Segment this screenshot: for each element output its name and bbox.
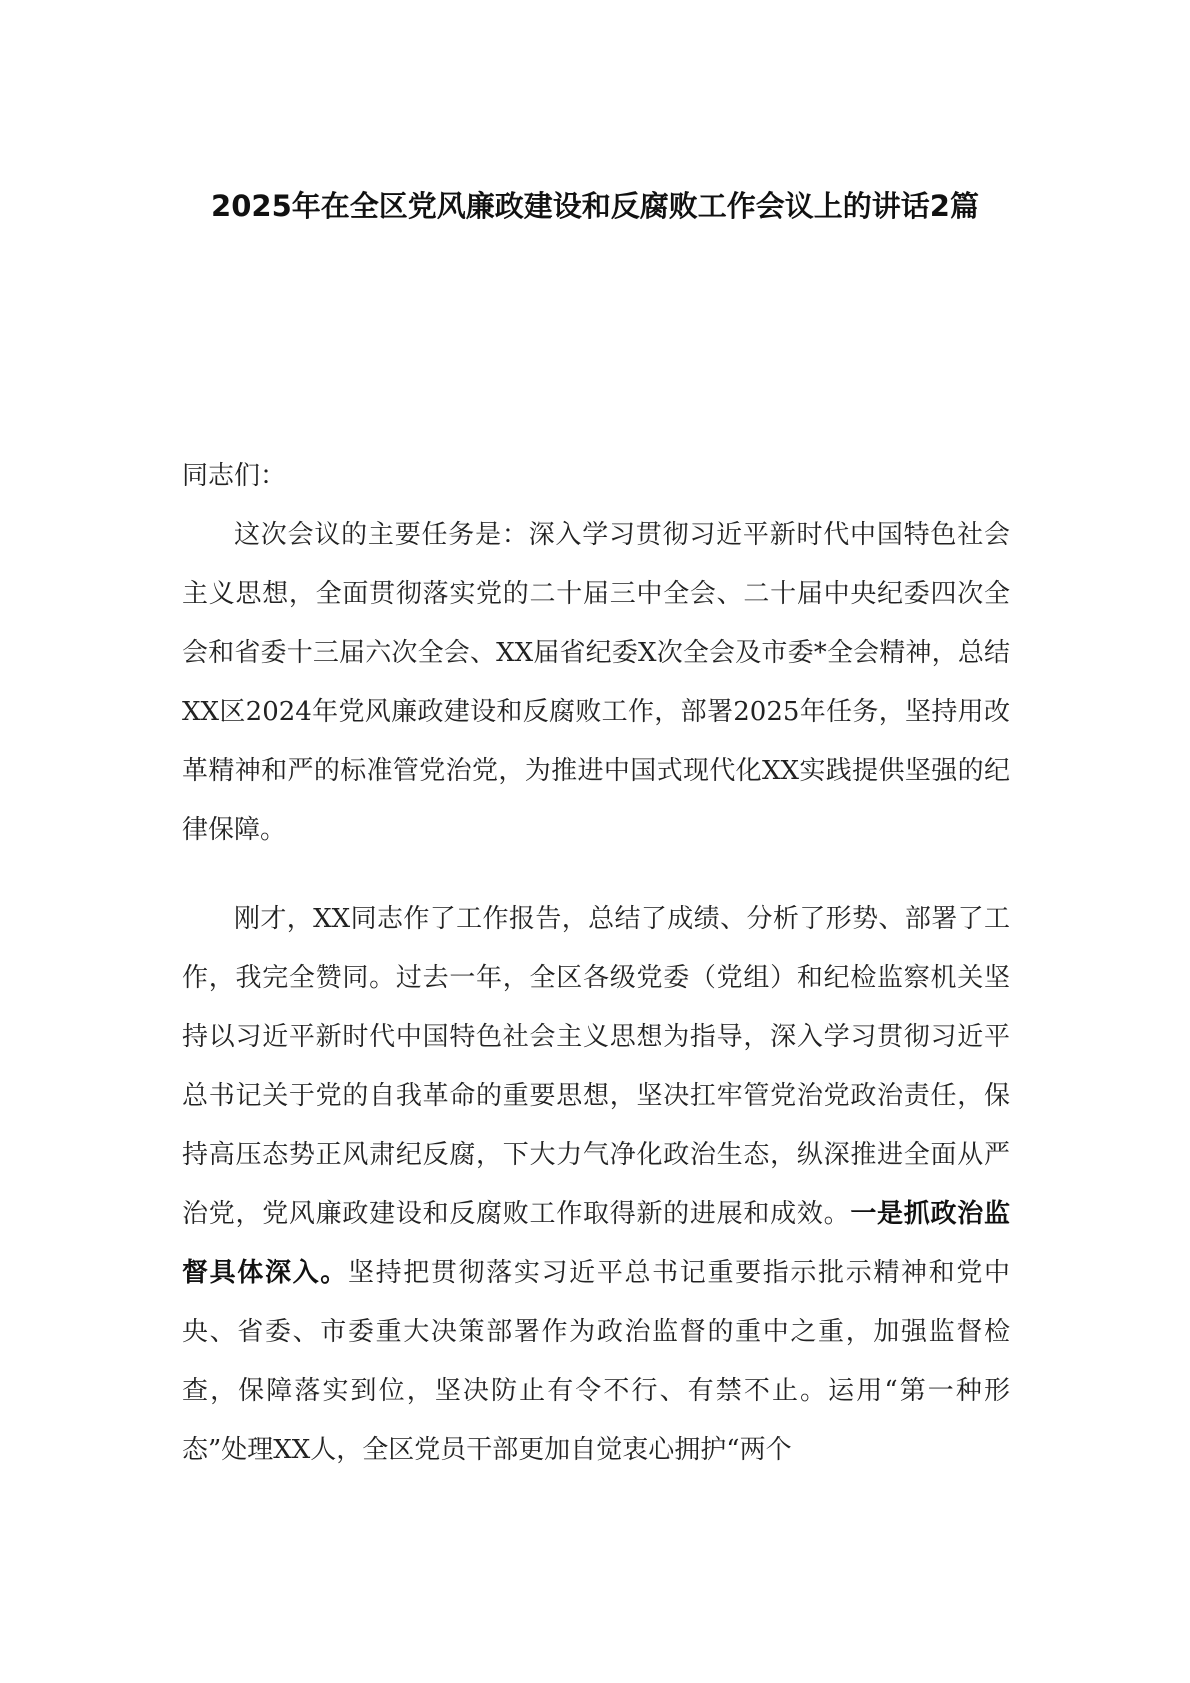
- paragraph-2: [182, 890, 1010, 1480]
- paragraph-2-rest: 坚持把贯彻落实习近平总书记重要指示批示精神和党中央、省委、市委重大决策部署作为政治监督的重中之重，加强监督检查，保障落实到位，坚决防止有令不行、有禁不止。运用“第一种形态”处理XX人，全区党员干部更加自觉衷心拥护“两个: [182, 1258, 1010, 1465]
- paragraph-1: 这次会议的主要任务是：深入学习贯彻习近平新时代中国特色社会主义思想，全面贯彻落实党的二十届三中全会、二十届中央纪委四次全会和省委十三届六次全会、XX届省纪委X次全会及市委*全会精神，总结XX区2024年党风廉政建设和反腐败工作，部署2025年任务，坚持用改革精神和严的标准管党治党，为推进中国式现代化XX实践提供坚强的纪律保障。: [182, 520, 1010, 845]
- paragraph-2-intro: 刚才，XX同志作了工作报告，总结了成绩、分析了形势、部署了工作，我完全赞同。过去一年，全区各级党委（党组）和纪检监察机关坚持以习近平新时代中国特色社会主义思想为指导，深入学习贯彻习近平总书记关于党的自我革命的重要思想，坚决扛牢管党治党政治责任，保持高压态势正风肃纪反腐，下大力气净化政治生态，纵深推进全面从严治党，党风廉政建设和反腐败工作取得新的进展和成效。: [182, 904, 1010, 1229]
- document-title: 2025年在全区党风廉政建设和反腐败工作会议上的讲话2篇: [211, 189, 979, 223]
- paragraph-2-bold-lead: 一是抓政治监督具体深入。: [182, 1199, 1010, 1288]
- salutation: 同志们：: [182, 461, 287, 491]
